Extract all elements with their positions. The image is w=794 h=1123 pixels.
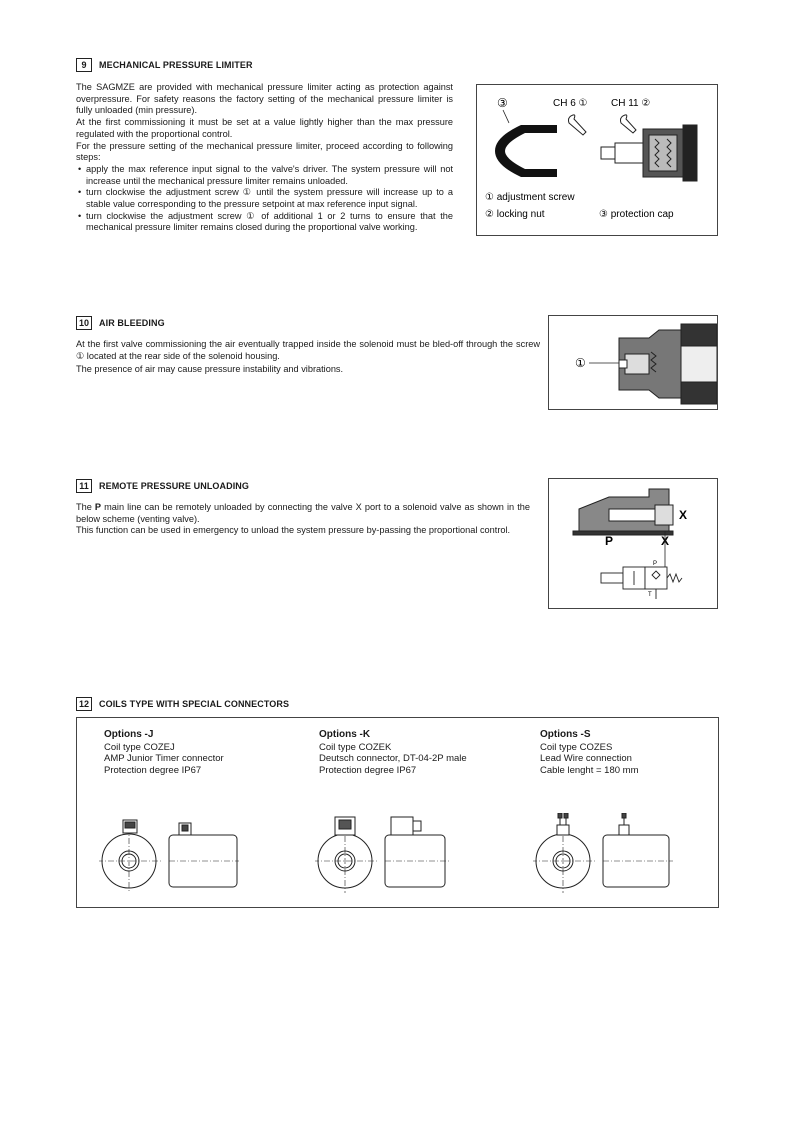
section-number: 10 (76, 316, 92, 330)
port-p-label: P (605, 534, 614, 548)
air-bleeding-figure (548, 315, 718, 410)
coil-options-panel (76, 717, 719, 908)
leader-line (503, 110, 509, 123)
port-x-top-label: X (679, 508, 688, 522)
coil-j-drawing (99, 813, 239, 893)
legend-protection-cap: ③ protection cap (599, 209, 674, 220)
section-title: COILS TYPE WITH SPECIAL CONNECTORS (99, 699, 290, 709)
option-line: Coil type COZEJ (104, 741, 175, 753)
paragraph: The presence of air may cause pressure instability and vibrations. (76, 364, 344, 375)
legend-locking-nut: ② locking nut (485, 209, 545, 220)
port-p-reference: P (94, 502, 102, 512)
list-item: • turn clockwise the adjustment screw ① of additional 1 or 2 turns to ensure that the mechanical pressure limiter remains closed during the proportional valve working. (76, 211, 453, 234)
port-p-small-label: P (653, 561, 658, 567)
wrench-icon (569, 115, 637, 135)
callout-3-label: ③ (497, 96, 508, 110)
section-9-text (76, 82, 453, 234)
ch11-label: CH 11 ② (611, 98, 651, 109)
option-line: Deutsch connector, DT-04-2P male (319, 753, 467, 765)
section-number: 9 (76, 58, 92, 72)
paragraph: The SAGMZE are provided with mechanical pressure limiter acting as protection against overpressure. For safety reasons the factory setting of the mechanical pressure limiter is fully unloaded (min pressure). (76, 82, 453, 116)
option-line: Cable lenght = 180 mm (540, 764, 639, 776)
option-line: Coil type COZEK (319, 741, 392, 753)
paragraph (76, 502, 530, 525)
valve-body-shape (601, 125, 697, 181)
option-j (104, 729, 224, 776)
coil-k-drawing (315, 813, 455, 893)
option-title: Options -K (319, 729, 371, 740)
paragraph: This function can be used in emergency to unload the system pressure by-passing the proportional control. (76, 525, 511, 536)
option-line: Protection degree IP67 (319, 764, 417, 776)
coil-s-drawing (533, 813, 673, 893)
option-line: AMP Junior Timer connector (104, 753, 224, 765)
port-x-bottom-label: X (661, 534, 670, 548)
solenoid-valve-symbol (601, 567, 682, 599)
section-title: REMOTE PRESSURE UNLOADING (99, 481, 250, 491)
option-s (540, 729, 639, 776)
section-11-header (76, 479, 249, 493)
section-title: MECHANICAL PRESSURE LIMITER (99, 60, 253, 70)
pressure-limiter-figure (476, 84, 718, 236)
section-10-header (76, 316, 165, 330)
remote-unloading-figure (548, 478, 718, 609)
list-item: • apply the max reference input signal to the valve's driver. The system pressure will not increase until the mechanical pressure limiter remains unloaded. (76, 164, 453, 187)
option-title: Options -S (540, 729, 591, 740)
text-run: The (76, 502, 95, 512)
section-10-text (76, 339, 540, 376)
solenoid-housing-shape (619, 324, 717, 404)
option-line: Lead Wire connection (540, 753, 632, 765)
valve-section-shape (573, 489, 673, 535)
steps-list (76, 164, 453, 234)
option-title: Options -J (104, 729, 154, 740)
option-line: Protection degree IP67 (104, 764, 202, 776)
section-11-text (76, 502, 530, 537)
section-title: AIR BLEEDING (99, 318, 165, 328)
air-bleeding-drawing (549, 316, 717, 409)
section-9-header (76, 58, 253, 72)
paragraph: At the first valve commissioning the air eventually trapped inside the solenoid must be bled-off through the screw ① located at the rear side of the solenoid housing. (76, 339, 540, 361)
pressure-limiter-drawing (477, 85, 717, 235)
section-number: 12 (76, 697, 92, 711)
section-number: 11 (76, 479, 92, 493)
paragraph: At the first commissioning it must be set at a value lightly higher than the max pressure regulated with the proportional control. (76, 117, 453, 139)
paragraph: For the pressure setting of the mechanical pressure limiter, proceed according to following steps: (76, 140, 453, 163)
text-run: main line can be remotely unloaded by connecting the valve X port to a solenoid valve as shown in the below scheme (venting valve). (76, 502, 530, 524)
legend-adjustment-screw: ① adjustment screw (485, 192, 575, 203)
list-item: • turn clockwise the adjustment screw ① until the system pressure will increase up to a stable value corresponding to the pressure setpoint at max reference input signal. (76, 187, 453, 210)
option-k (319, 729, 467, 776)
ch6-label: CH 6 ① (553, 98, 588, 109)
remote-unloading-drawing (549, 479, 717, 608)
callout-1-label: ① (575, 356, 586, 370)
section-12-header (76, 697, 289, 711)
option-line: Coil type COZES (540, 741, 613, 753)
port-t-small-label: T (648, 592, 652, 598)
